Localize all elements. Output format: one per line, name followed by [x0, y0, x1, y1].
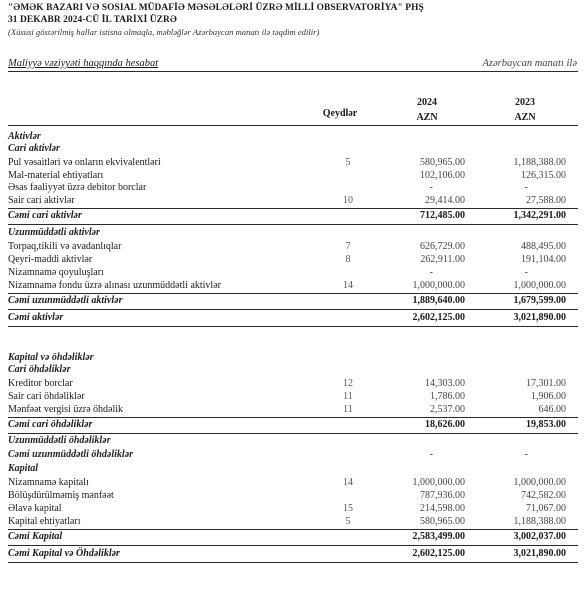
report-date: 31 DEKABR 2024-CÜ İL TARİXİ ÜZRƏ: [8, 15, 177, 25]
row-assets-heading: Aktivlər: [8, 131, 41, 142]
row-noncurrent-liabilities-heading: Uzunmüddətli öhdəliklər: [8, 435, 111, 446]
statement-title-rule: [8, 71, 578, 72]
rule: [8, 417, 578, 418]
row-total-equity-liabilities: Cəmi Kapital və Öhdəliklər 2,602,125.00 3,021,890.00: [8, 548, 566, 559]
rule: [8, 529, 578, 530]
row-total-noncurrent-assets: Cəmi uzunmüddətli aktivlər 1,889,640.00 1,679,599.00: [8, 295, 566, 306]
row-equity-liabilities-heading: Kapital və öhdəliklər: [8, 352, 94, 363]
table-row: Əlavə kapital 15 214,598.00 71,067.00: [8, 503, 566, 514]
table-row: Pul vəsaitləri və onların ekvivalentləri 5 580,965.00 1,188,388.00: [8, 157, 566, 168]
table-row: Nizamnamə qoyuluşları - -: [8, 267, 528, 278]
rule: [8, 293, 578, 294]
table-row: Nizamnamə kapitalı 14 1,000,000.00 1,000,000.00: [8, 477, 566, 488]
rule: [8, 326, 578, 327]
column-unit-2023: AZN: [514, 112, 536, 123]
column-header-2023: 2023: [515, 97, 535, 108]
table-row: Nizamnamə fondu üzrə alınası uzunmüddətli aktivlər 14 1,000,000.00 1,000,000.00: [8, 280, 566, 291]
rule: [8, 562, 578, 563]
rule: [8, 433, 578, 434]
table-row: Kapital ehtiyatları 5 580,965.00 1,188,388.00: [8, 516, 566, 527]
rule: [8, 224, 578, 225]
header-rule: [8, 125, 578, 126]
column-header-2024: 2024: [417, 97, 437, 108]
statement-title: Maliyyə vəziyyəti haqqında hesabat: [8, 58, 159, 69]
table-row: Mal-material ehtiyatları 102,106.00 126,315.00: [8, 170, 566, 181]
column-unit-2024: AZN: [416, 112, 438, 123]
rule: [8, 545, 578, 546]
currency-disclaimer: (Xüsusi göstərilmiş hallar istisna olmaqla, məbləğlər Azərbaycan manatı ilə təqdim edilir): [8, 27, 320, 37]
row-total-assets: Cəmi aktivlər 2,602,125.00 3,021,890.00: [8, 312, 566, 323]
row-total-noncurrent-liabilities: Cəmi uzunmüddətli öhdəliklər - -: [8, 449, 528, 460]
row-total-current-liabilities: Cəmi cari öhdəliklər 18,626.00 19,853.00: [8, 419, 566, 430]
table-row: Kreditor borclar 12 14,303.00 17,301.00: [8, 378, 566, 389]
row-current-liabilities-heading: Cari öhdəliklər: [8, 364, 71, 375]
table-row: Qeyri-maddi aktivlər 8 262,911.00 191,104.00: [8, 254, 566, 265]
row-current-assets-heading: Cari aktivlər: [8, 143, 60, 154]
table-row: Mənfəət vergisi üzrə öhdəlik 11 2,537.00 646.00: [8, 404, 566, 415]
column-header-notes: Qeydlər: [322, 108, 358, 119]
table-row: Sair cari öhdəliklər 11 1,786.00 1,906.00: [8, 391, 566, 402]
table-row: Sair cari aktivlər 10 29,414.00 27,588.00: [8, 195, 566, 206]
organization-title: "ƏMƏK BAZARI VƏ SOSIAL MÜDAFİƏ MƏSƏLƏLƏRİ ÜZRƏ MİLLİ OBSERVATORİYA" PHŞ: [8, 3, 424, 13]
currency-note: Azərbaycan manatı ilə: [482, 58, 577, 69]
row-equity-heading: Kapital: [8, 463, 39, 474]
table-row: Əsas fəaliyyət üzrə debitor borclar - -: [8, 182, 528, 193]
row-total-current-assets: Cəmi cari aktivlər 712,485.00 1,342,291.00: [8, 210, 566, 221]
table-row: Bölüşdürülməmiş mənfəət 787,936.00 742,582.00: [8, 490, 566, 501]
rule: [8, 208, 578, 209]
row-noncurrent-assets-heading: Uzunmüddətli aktivlər: [8, 227, 100, 238]
row-total-equity: Cəmi Kapital 2,583,499.00 3,002,037.00: [8, 531, 566, 542]
table-row: Torpaq,tikili və avadanlıqlar 7 626,729.00 488,495.00: [8, 241, 566, 252]
rule: [8, 309, 578, 310]
